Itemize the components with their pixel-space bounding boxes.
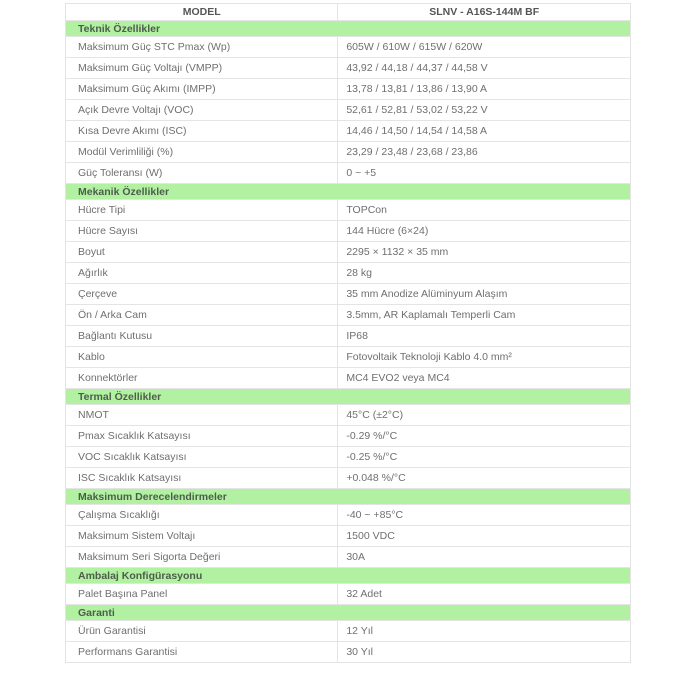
- table-row: [66, 284, 631, 305]
- table-row: [66, 468, 631, 489]
- spec-label: Ürün Garantisi: [66, 621, 338, 642]
- section-row: [66, 568, 631, 584]
- spec-label: Kablo: [66, 347, 338, 368]
- spec-table-container: [65, 3, 631, 663]
- table-row: [66, 547, 631, 568]
- spec-value: 605W / 610W / 615W / 620W: [338, 37, 631, 58]
- table-row: [66, 37, 631, 58]
- spec-label: Güç Toleransı (W): [66, 163, 338, 184]
- spec-label: Kısa Devre Akımı (ISC): [66, 121, 338, 142]
- table-row: [66, 526, 631, 547]
- spec-value: -0.29 %/°C: [338, 426, 631, 447]
- model-header-value: SLNV - A16S-144M BF: [338, 4, 631, 21]
- table-row: [66, 368, 631, 389]
- table-row: [66, 142, 631, 163]
- section-row: [66, 605, 631, 621]
- spec-value: 0 ~ +5: [338, 163, 631, 184]
- spec-value: MC4 EVO2 veya MC4: [338, 368, 631, 389]
- table-row: [66, 58, 631, 79]
- spec-value: 52,61 / 52,81 / 53,02 / 53,22 V: [338, 100, 631, 121]
- spec-label: Çerçeve: [66, 284, 338, 305]
- spec-value: 23,29 / 23,48 / 23,68 / 23,86: [338, 142, 631, 163]
- spec-label: ISC Sıcaklık Katsayısı: [66, 468, 338, 489]
- table-row: [66, 326, 631, 347]
- table-row: [66, 200, 631, 221]
- spec-value: 3.5mm, AR Kaplamalı Temperli Cam: [338, 305, 631, 326]
- section-row: [66, 184, 631, 200]
- table-row: [66, 447, 631, 468]
- spec-label: Çalışma Sıcaklığı: [66, 505, 338, 526]
- spec-label: Boyut: [66, 242, 338, 263]
- spec-value: 30A: [338, 547, 631, 568]
- table-row: [66, 405, 631, 426]
- table-row: [66, 642, 631, 663]
- section-title: Teknik Özellikler: [66, 21, 631, 37]
- section-title: Maksimum Derecelendirmeler: [66, 489, 631, 505]
- spec-label: Açık Devre Voltajı (VOC): [66, 100, 338, 121]
- spec-value: -0.25 %/°C: [338, 447, 631, 468]
- spec-label: Maksimum Güç Akımı (IMPP): [66, 79, 338, 100]
- spec-value: IP68: [338, 326, 631, 347]
- table-row: [66, 121, 631, 142]
- spec-value: 32 Adet: [338, 584, 631, 605]
- table-row: [66, 100, 631, 121]
- table-row: [66, 305, 631, 326]
- spec-value: -40 ~ +85°C: [338, 505, 631, 526]
- spec-value: 35 mm Anodize Alüminyum Alaşım: [338, 284, 631, 305]
- model-header-label: MODEL: [66, 4, 338, 21]
- spec-value: TOPCon: [338, 200, 631, 221]
- spec-label: Bağlantı Kutusu: [66, 326, 338, 347]
- spec-value: 2295 × 1132 × 35 mm: [338, 242, 631, 263]
- spec-label: Palet Başına Panel: [66, 584, 338, 605]
- section-title: Mekanik Özellikler: [66, 184, 631, 200]
- section-title: Termal Özellikler: [66, 389, 631, 405]
- spec-value: 43,92 / 44,18 / 44,37 / 44,58 V: [338, 58, 631, 79]
- table-row: [66, 505, 631, 526]
- spec-label: Maksimum Güç Voltajı (VMPP): [66, 58, 338, 79]
- table-row: [66, 242, 631, 263]
- spec-label: VOC Sıcaklık Katsayısı: [66, 447, 338, 468]
- spec-value: 30 Yıl: [338, 642, 631, 663]
- table-row: [66, 621, 631, 642]
- spec-value: 13,78 / 13,81 / 13,86 / 13,90 A: [338, 79, 631, 100]
- spec-label: Ön / Arka Cam: [66, 305, 338, 326]
- spec-value: Fotovoltaik Teknoloji Kablo 4.0 mm²: [338, 347, 631, 368]
- spec-value: 45°C (±2°C): [338, 405, 631, 426]
- spec-label: Ağırlık: [66, 263, 338, 284]
- spec-label: Konnektörler: [66, 368, 338, 389]
- section-title: Ambalaj Konfigürasyonu: [66, 568, 631, 584]
- spec-table: [65, 3, 631, 663]
- table-row: [66, 163, 631, 184]
- spec-label: Hücre Tipi: [66, 200, 338, 221]
- spec-label: Maksimum Seri Sigorta Değeri: [66, 547, 338, 568]
- spec-label: Pmax Sıcaklık Katsayısı: [66, 426, 338, 447]
- spec-label: Maksimum Sistem Voltajı: [66, 526, 338, 547]
- spec-label: Maksimum Güç STC Pmax (Wp): [66, 37, 338, 58]
- spec-label: Modül Verimliliği (%): [66, 142, 338, 163]
- spec-value: 12 Yıl: [338, 621, 631, 642]
- spec-label: NMOT: [66, 405, 338, 426]
- spec-value: 1500 VDC: [338, 526, 631, 547]
- section-row: [66, 389, 631, 405]
- section-title: Garanti: [66, 605, 631, 621]
- spec-value: +0.048 %/°C: [338, 468, 631, 489]
- model-header-row: [66, 4, 631, 21]
- table-row: [66, 263, 631, 284]
- table-row: [66, 426, 631, 447]
- spec-value: 14,46 / 14,50 / 14,54 / 14,58 A: [338, 121, 631, 142]
- spec-value: 144 Hücre (6×24): [338, 221, 631, 242]
- table-row: [66, 79, 631, 100]
- table-row: [66, 221, 631, 242]
- table-row: [66, 347, 631, 368]
- table-row: [66, 584, 631, 605]
- section-row: [66, 489, 631, 505]
- section-row: [66, 21, 631, 37]
- spec-table-body: [66, 21, 631, 663]
- spec-value: 28 kg: [338, 263, 631, 284]
- spec-label: Performans Garantisi: [66, 642, 338, 663]
- spec-label: Hücre Sayısı: [66, 221, 338, 242]
